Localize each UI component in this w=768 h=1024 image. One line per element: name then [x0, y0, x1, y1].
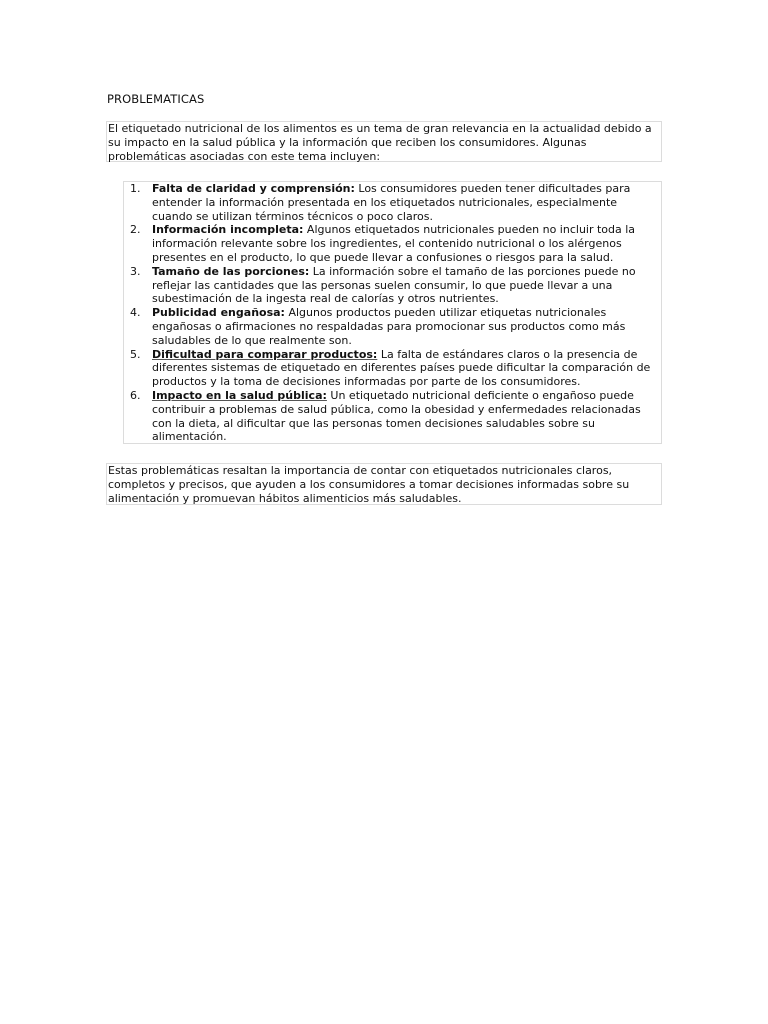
- list-item-text: La información sobre el tamaño de las porciones puede no reflejar las cantidades que las personas suelen consumir, lo que puede llevar a una subestimación de la ingesta real de calorías y otros nutrientes.: [152, 264, 636, 306]
- list-item-content: [152, 182, 630, 223]
- list-item-text: La falta de estándares claros o la presencia de diferentes sistemas de etiquetado en diferentes países puede dificultar la comparación de productos y la toma de decisiones informadas por parte de los consumidores.: [152, 347, 651, 389]
- list-item-content: [152, 223, 635, 264]
- list-item-text: Algunos etiquetados nutricionales pueden no incluir toda la información relevante sobre los ingredientes, el contenido nutricional o los alérgenos presentes en el producto, lo que puede llevar a confusiones o riesgos para la salud.: [152, 223, 636, 264]
- list-item: [124, 182, 661, 223]
- list-item-number: 3.: [130, 264, 141, 278]
- list-item-number: 6.: [130, 388, 141, 402]
- list-item-heading: Tamaño de las porciones:: [152, 264, 310, 278]
- list-item-content: [152, 348, 650, 389]
- outro-paragraph-box: [106, 463, 662, 505]
- list-item-heading: Información incompleta:: [152, 223, 304, 237]
- list-item: [124, 348, 661, 389]
- list-item-number: 5.: [130, 347, 141, 361]
- list-item: [124, 223, 661, 264]
- list-item-heading: Dificultad para comparar productos:: [152, 347, 378, 361]
- list-item-content: [152, 265, 636, 306]
- list-item-number: 1.: [130, 182, 141, 195]
- problems-list: [123, 181, 662, 444]
- list-item: [124, 265, 661, 306]
- document-title: PROBLEMATICAS: [107, 92, 205, 106]
- list-item-text: Algunos productos pueden utilizar etiquetas nutricionales engañosas o afirmaciones no respaldadas para promocionar sus productos como más saludables de lo que realmente son.: [152, 306, 626, 347]
- list-item-text: Un etiquetado nutricional deficiente o engañoso puede contribuir a problemas de salud pública, como la obesidad y enfermedades relacionadas con la dieta, al dificultar que las personas tomen decisiones saludables sobre su alimentación.: [152, 388, 641, 444]
- list-item-number: 4.: [130, 306, 141, 320]
- list-item-heading: Impacto en la salud pública:: [152, 388, 327, 402]
- list-item: [124, 306, 661, 347]
- list-item-content: [152, 389, 641, 443]
- list-item-number: 2.: [130, 223, 141, 237]
- list-item-text: Los consumidores pueden tener dificultades para entender la información presentada en los etiquetados nutricionales, especialmente cuando se utilizan términos técnicos o poco claros.: [152, 182, 631, 223]
- list-item: [124, 389, 661, 444]
- outro-paragraph: Estas problemáticas resaltan la importancia de contar con etiquetados nutricionales claros, completos y precisos, que ayuden a los consumidores a tomar decisiones informadas sobre su alimentación y promuevan hábitos alimenticios más saludables.: [108, 464, 630, 505]
- list-item-content: [152, 306, 625, 347]
- list-item-heading: Falta de claridad y comprensión:: [152, 182, 355, 195]
- list-item-heading: Publicidad engañosa:: [152, 306, 285, 320]
- intro-paragraph: El etiquetado nutricional de los alimentos es un tema de gran relevancia en la actualidad debido a su impacto en la salud pública y la información que reciben los consumidores. Algunas problemáticas asociadas con este tema incluyen:: [108, 122, 652, 163]
- intro-paragraph-box: [106, 121, 662, 162]
